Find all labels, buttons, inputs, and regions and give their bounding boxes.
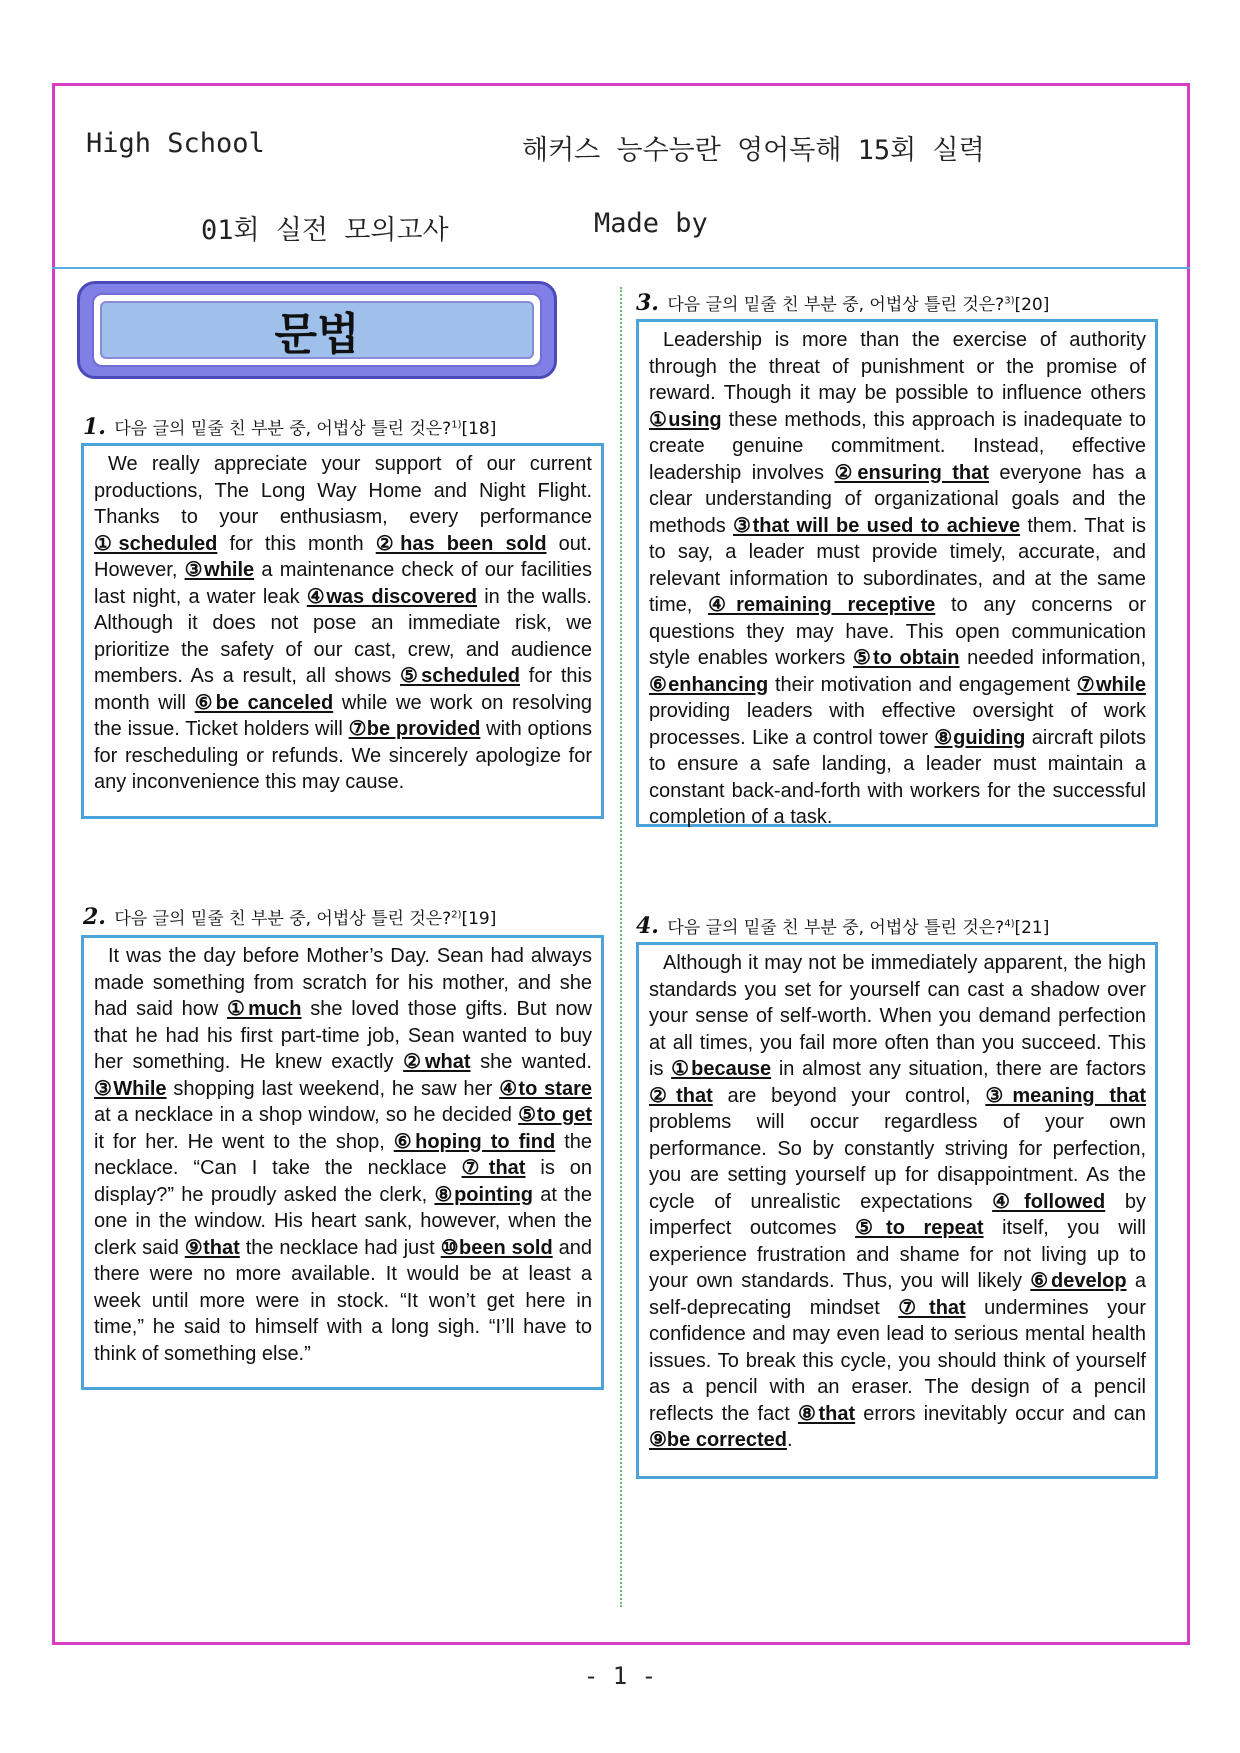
underlined-choice: ④was discovered bbox=[306, 585, 477, 608]
underlined-choice: ⑦that bbox=[461, 1157, 526, 1179]
question-ref: [18] bbox=[461, 419, 497, 439]
passage-segment: It was the day before Mother’s Day. Sean had always made something from scratch for his mother, and she had said how bbox=[94, 945, 592, 1020]
passage-segment: she wanted. bbox=[470, 1051, 592, 1073]
underlined-choice: ⑨that bbox=[184, 1236, 240, 1259]
passage-segment: for this month will bbox=[94, 665, 592, 714]
passage-segment: by imperfect outcomes bbox=[649, 1190, 1146, 1239]
passage-segment: needed information, bbox=[959, 647, 1146, 669]
passage-segment: them. That is to say, a leader must provide timely, accurate, and relevant information to subordinates, and at the same time, bbox=[649, 514, 1147, 616]
underlined-choice: ④followed bbox=[992, 1190, 1106, 1213]
passage-segment: out. However, bbox=[94, 532, 592, 581]
footnote-mark: 4) bbox=[1004, 918, 1015, 930]
underlined-choice: ②ensuring that bbox=[834, 461, 989, 484]
passage-segment: problems will occur regardless of your own performance. So by constantly striving for perfection, you are setting yourself up for disappointment. As the cycle of unrealistic expectations bbox=[649, 1111, 1146, 1213]
passage-text bbox=[94, 943, 592, 1367]
passage-segment: a maintenance check of our facilities last night, a water leak bbox=[94, 559, 592, 608]
header-school: High School bbox=[86, 128, 265, 159]
page-number: - 1 - bbox=[583, 1662, 657, 1690]
question-number: 4. bbox=[636, 913, 659, 939]
passage-segment: are beyond your control, bbox=[712, 1084, 986, 1107]
question-number: 2. bbox=[83, 904, 106, 930]
footnote-mark: 3) bbox=[1004, 295, 1015, 307]
passage-segment: and there were no more available. It would be at least a week until more were in stock. “It won’t get here in time,” he said to himself with a long sigh. “I’ll have to think of something else.” bbox=[94, 1236, 593, 1365]
header-divider bbox=[52, 267, 1190, 269]
passage-segment: at the one in the window. His heart sank, however, when the clerk said bbox=[94, 1183, 592, 1259]
underlined-choice: ②that bbox=[649, 1084, 713, 1107]
question-2-passage bbox=[81, 935, 604, 1390]
passage-segment: undermines your confidence and may even lead to serious mental health issues. To break this cycle, you should think of yourself as a pencil with an eraser. The design of a pencil reflects the fact bbox=[649, 1296, 1146, 1425]
passage-segment: providing leaders with effective oversight of work processes. Like a control tower bbox=[649, 700, 1146, 749]
question-prompt: 다음 글의 밑줄 친 부분 중, 어법상 틀린 것은? bbox=[667, 295, 1005, 315]
underlined-choice: ⑤to get bbox=[518, 1104, 592, 1126]
underlined-choice: ⑥hoping to find bbox=[393, 1130, 556, 1153]
underlined-choice: ③meaning that bbox=[985, 1084, 1146, 1107]
underlined-choice: ⑨be corrected bbox=[649, 1429, 787, 1451]
underlined-choice: ⑤to obtain bbox=[853, 647, 960, 669]
passage-segment: shopping last weekend, he saw her bbox=[166, 1077, 500, 1100]
passage-segment: aircraft pilots to ensure a safe landing, a leader must maintain a constant back-and-forth with workers for the successful completion of a task. bbox=[649, 726, 1146, 828]
underlined-choice: ⑦that bbox=[898, 1296, 966, 1319]
underlined-choice: ⑧that bbox=[797, 1402, 856, 1425]
passage-segment: itself, you will experience frustration and shame for not living up to your own standards. Thus, you will likely bbox=[649, 1217, 1146, 1292]
passage-segment: errors inevitably occur and can bbox=[855, 1402, 1147, 1425]
passage-segment: in the walls. Although it does not pose an immediate risk, we prioritize the safety of our cast, crew, and audience members. As a result, all shows bbox=[94, 585, 592, 687]
underlined-choice: ③that will be used to achieve bbox=[732, 514, 1021, 537]
question-ref: [21] bbox=[1014, 918, 1050, 938]
underlined-choice: ④remaining receptive bbox=[708, 594, 936, 616]
passage-text bbox=[649, 327, 1146, 831]
underlined-choice: ①much bbox=[227, 998, 302, 1020]
underlined-choice: ③while bbox=[184, 559, 255, 581]
passage-segment: for this month bbox=[217, 532, 376, 555]
passage-segment: a self-deprecating mindset bbox=[649, 1270, 1146, 1319]
underlined-choice: ⑥enhancing bbox=[649, 673, 769, 696]
underlined-choice: ⑤to repeat bbox=[855, 1217, 984, 1239]
underlined-choice: ④to stare bbox=[499, 1077, 592, 1100]
underlined-choice: ⑥develop bbox=[1030, 1270, 1127, 1292]
passage-segment: while we work on resolving the issue. Ticket holders will bbox=[94, 691, 592, 740]
question-ref: [19] bbox=[461, 909, 497, 929]
underlined-choice: ⑧pointing bbox=[434, 1183, 533, 1206]
underlined-choice: ⑩been sold bbox=[440, 1236, 553, 1259]
question-number: 3. bbox=[636, 290, 659, 316]
question-prompt: 다음 글의 밑줄 친 부분 중, 어법상 틀린 것은? bbox=[667, 918, 1005, 938]
passage-segment: the necklace had just bbox=[239, 1236, 441, 1259]
footnote-mark: 2) bbox=[451, 909, 462, 921]
underlined-choice: ⑦while bbox=[1076, 673, 1146, 696]
passage-text bbox=[649, 950, 1146, 1454]
underlined-choice: ③While bbox=[94, 1077, 167, 1100]
section-title-badge bbox=[77, 281, 557, 379]
section-title: 문법 bbox=[100, 301, 534, 359]
passage-segment: Although it may not be immediately apparent, the high standards you set for yourself can cast a shadow over your sense of self-worth. When you demand perfection at all times, you fail more often than you succeed. This is bbox=[649, 952, 1146, 1080]
passage-segment: Leadership is more than the exercise of authority through the threat of punishment or the promise of reward. Though it may be possible to influence others bbox=[649, 329, 1146, 404]
underlined-choice: ⑥be canceled bbox=[194, 691, 334, 714]
header-test-title: 01회 실전 모의고사 bbox=[201, 215, 449, 246]
passage-segment: their motivation and engagement bbox=[768, 673, 1077, 696]
question-prompt: 다음 글의 밑줄 친 부분 중, 어법상 틀린 것은? bbox=[114, 909, 452, 929]
question-3-passage bbox=[636, 319, 1158, 827]
column-divider bbox=[620, 287, 622, 1607]
underlined-choice: ⑧guiding bbox=[934, 726, 1026, 749]
underlined-choice: ②has been sold bbox=[375, 532, 547, 555]
question-3-header bbox=[636, 290, 1049, 316]
question-1-header bbox=[83, 414, 496, 440]
question-prompt: 다음 글의 밑줄 친 부분 중, 어법상 틀린 것은? bbox=[114, 419, 452, 439]
footnote-mark: 1) bbox=[451, 419, 462, 431]
passage-segment: the necklace. “Can I take the necklace bbox=[94, 1130, 593, 1179]
question-2-header bbox=[83, 904, 496, 930]
question-ref: [20] bbox=[1014, 295, 1050, 315]
underlined-choice: ①scheduled bbox=[94, 532, 218, 555]
header-made-by: Made by bbox=[594, 208, 708, 239]
underlined-choice: ⑦be provided bbox=[348, 718, 481, 740]
passage-segment: everyone has a clear understanding of organizational goals and the methods bbox=[649, 461, 1146, 537]
underlined-choice: ②what bbox=[403, 1051, 471, 1073]
passage-segment: at a necklace in a shop window, so he decided bbox=[94, 1104, 519, 1126]
underlined-choice: ①because bbox=[671, 1058, 772, 1080]
question-4-passage bbox=[636, 942, 1158, 1479]
passage-segment: is on display?” he proudly asked the clerk, bbox=[94, 1157, 593, 1206]
passage-segment: it for her. He went to the shop, bbox=[94, 1130, 394, 1153]
question-number: 1. bbox=[83, 414, 106, 440]
question-4-header bbox=[636, 913, 1049, 939]
header-book-title: 해커스 능수능란 영어독해 15회 실력 bbox=[522, 135, 985, 166]
passage-segment: We really appreciate your support of our current productions, The Long Way Home and Night Flight. Thanks to your enthusiasm, every performance bbox=[94, 453, 592, 528]
passage-segment: . bbox=[786, 1429, 793, 1451]
passage-segment: to any concerns or questions they may have. This open communication style enables workers bbox=[649, 594, 1146, 669]
passage-segment: she loved those gifts. But now that he had his first part-time job, Sean wanted to buy her something. He knew exactly bbox=[94, 998, 592, 1073]
underlined-choice: ①using bbox=[649, 408, 722, 431]
underlined-choice: ⑤scheduled bbox=[399, 665, 521, 687]
passage-segment: with options for rescheduling or refunds. We sincerely apologize for any inconvenience this may cause. bbox=[94, 718, 592, 793]
passage-text bbox=[94, 451, 592, 796]
passage-segment: these methods, this approach is inadequate to create genuine commitment. Instead, effective leadership involves bbox=[649, 408, 1146, 484]
passage-segment: in almost any situation, there are factors bbox=[771, 1058, 1146, 1080]
question-1-passage bbox=[81, 443, 604, 819]
